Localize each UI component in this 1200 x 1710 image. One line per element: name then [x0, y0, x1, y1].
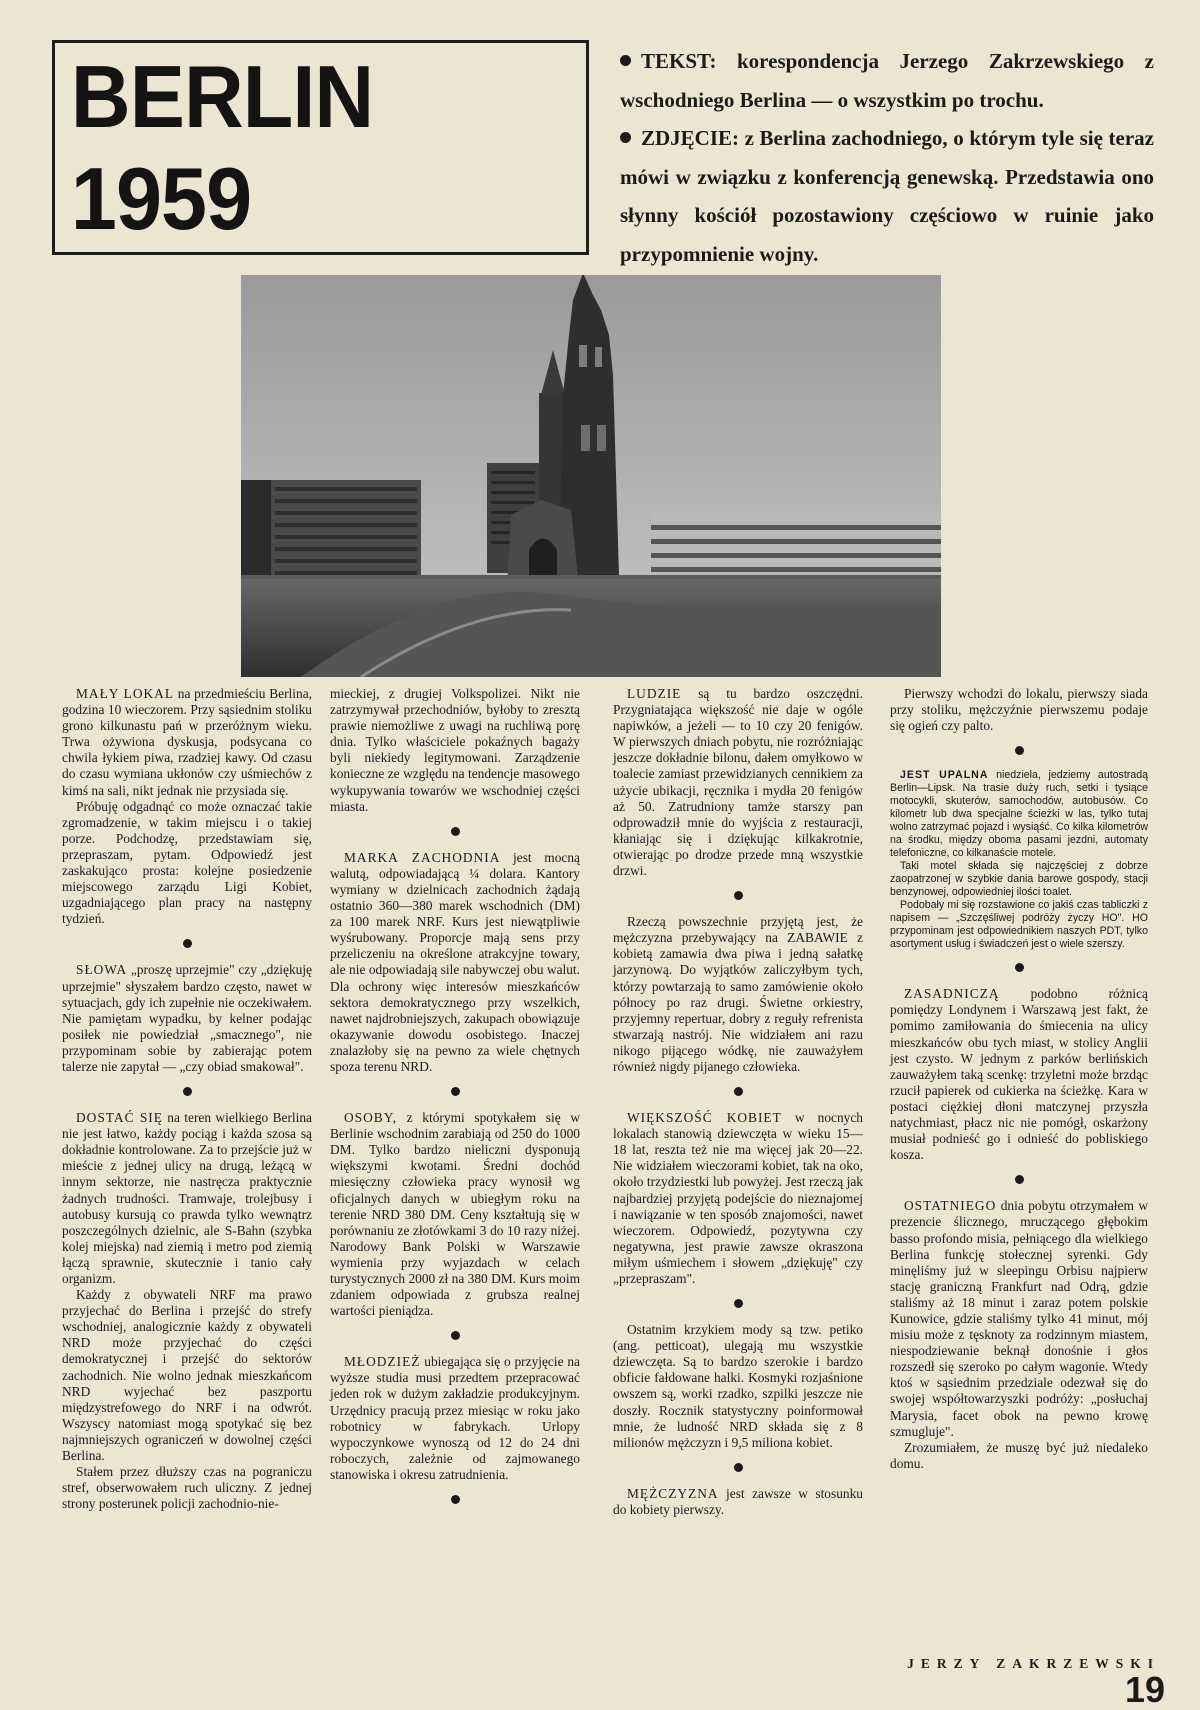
paragraph — [613, 1486, 863, 1518]
paragraph: Próbuję odgadnąć co może oznaczać takie zgromadzenie, w takim miejscu i o takiej porze. Podchodzę, przedstawiam się, przepraszam, pytam. Odpowiedź jest zaskakująco prosta: kolejne posiedzenie miejscowego zarządu Ligi Kobiet, uzgadniającego plan pracy na następny tydzień. — [62, 798, 312, 927]
paragraph — [613, 686, 863, 879]
section-dot-icon — [451, 827, 460, 836]
paragraph-text: dnia pobytu otrzymałem w prezencie ślicznego, mruczącego głębokim basso profondo misia, pełniącego dla wielkiego Berlina funkcję stołecznej syrenki. Gdy minęliśmy już w sleepingu Orbisu najpierw stację graniczną Frankfurt nad Odrą, gdzie staliśmy aż 18 minut i zaraz potem polskie Kunowice, gdzie staliśmy tylko 41 minut, mój misiu może z tęsknoty za rodzinnym miastem, niespodziewanie beknął donośnie i głos rozszedł się szeroko po całym wagonie. Wtedy ktoś w sąsiednim przedziale odezwał się do swojej współtowarzyszki podróży: „posłuchaj Marysia, facet obok na pewno krowę szmugluje". — [890, 1198, 1148, 1439]
paragraph: Podobały mi się rozstawione co jakiś czas tabliczki z napisem — „Szczęśliwej podróży życzy HO". HO przypominam jest odpowiednikiem naszych PDT, tylko asortyment usług i świadczeń jest o wiele szerszy. — [890, 899, 1148, 951]
paragraph-text: niedziela, jedziemy autostradą Berlin—Lipsk. Na trasie duży ruch, setki i tysiące motocykli, skuterów, samochodów, autobusów. Co kilometr lub dwa specjalne ścieżki w las, tylko tutaj wolno zatrzymać pojazd i wysiąść. Co kilka kilometrów na środku, między oboma pasami jezdni, automaty telefoniczne, co kilkanaście motele. — [890, 769, 1148, 860]
paragraph: Pierwszy wchodzi do lokalu, pierwszy siada przy stoliku, mężczyźnie pierwszemu podaje się ogień czy palto. — [890, 686, 1148, 734]
paragraph-text: są tu bardzo oszczędni. Przygniatająca większość nie daje w ogóle napiwków, a jeżeli — to 10 czy 20 fenigów. W pierwszych dniach pobytu, nie rozróżniając jeszcze dokładnie bilonu, dałem omyłkowo w toalecie zamiast przewidzianych cennikiem za użycie ubikacji, ręcznika i mydła 20 fenigów aż 50. Zatrudniony tamże starszy pan odprowadził mnie do wyjścia z restauracji, kłaniając się i dziękując kilkakrotnie, otwierając po drodze przede mną wszystkie drzwi. — [613, 686, 863, 879]
paragraph — [890, 769, 1148, 860]
lead-word: OSTATNIEGO — [904, 1198, 997, 1214]
paragraph-text: jest mocną walutą, odpowiadającą ¼ dolara. Kantory wymiany w dzielnicach zachodnich żądają ostatnio 360—380 marek wschodnich (DM) za 100 marek NRF. Kurs jest niewątpliwie wyśrubowany. Proporcje mają sens przy przeliczeniu na określone atrakcyjne towary, ale nie odpowiadają sile nabywczej obu walut. Dla ochrony więc interesów mieszkańców sektora demokratycznego przy wszelkich, nawet najdrobniejszych, zakupach obowiązuje okazywanie dowodu osobistego. Inaczej znalazłoby się na pewno za wiele chętnych spoza terenu NRD. — [330, 849, 580, 1074]
intro-text-credit — [620, 42, 1154, 119]
section-dot-icon — [734, 1463, 743, 1472]
paragraph — [62, 1110, 312, 1287]
section-dot-icon — [451, 1495, 460, 1504]
bullet-icon — [620, 132, 631, 143]
lead-word: JEST UPALNA — [900, 769, 989, 782]
paragraph-text: na przedmieściu Berlina, godzina 10 wieczorem. Przy sąsiednim stoliku grono kilkunastu pań w przeróżnym wieku. Trwa ożywiona dyskusja, podsycana co chwila łykiem piwa, rzadziej kawy. Od czasu do czasu wymiana ukłonów czy uśmiechów z kimś na sali, nikt jednak nie przysiada się. — [62, 686, 312, 798]
paragraph: Każdy z obywateli NRF ma prawo przyjechać do Berlina i przejść do strefy wschodniej, analogicznie każdy z obywateli NRD może przyjechać do części demokratycznej i przejść do sektorów zachodnich. Nie wolno jednak mieszkańcom NRD wyjechać bez paszportu międzystrefowego do NRF i na odwrót. Wszyscy natomiast mogą spotykać się bez najmniejszych ograniczeń w dowolnej części Berlina. — [62, 1287, 312, 1464]
paragraph: Stałem przez dłuższy czas na pograniczu stref, obserwowałem ruch uliczny. Z jednej strony posterunek policji zachodnio-nie- — [62, 1464, 312, 1512]
paragraph-text: ubiegająca się o przyjęcie na wyższe studia musi przedtem przepracować jeden rok w dużym zakładzie produkcyjnym. Urzędnicy pracują przez miesiąc w roku jako robotnicy w fabrykach. Urlopy wypoczynkowe wynoszą od 12 do 24 dni roboczych, zależnie od zajmowanego stanowiska i okresu zatrudnienia. — [330, 1354, 580, 1482]
lead-word: MARKA ZACHODNIA — [344, 849, 501, 865]
paragraph: Rzeczą powszechnie przyjętą jest, że mężczyzna przebywający na ZABAWIE z kobietą zamawia dwa piwa i jedną sałatkę jarzynową. Do wyjątków zaliczyłbym tych, którzy powtarzają to samo zamówienie około północy po raz drugi. Świetne orkiestry, przyjemny repertuar, dobry z reguły refrenista stwarzają nastrój. Nie widziałem ani razu nikogo pijącego wódkę, nie zauważyłem również nigdy pijanego człowieka. — [613, 914, 863, 1074]
paragraph-text: w nocnych lokalach stanowią dziewczęta w wieku 15—18 lat, reszta też nie ma więcej jak 20—22. Nie widziałem wieczorami kobiet, tak na oko, około trzydziestki lub powyżej. Jest rzeczą jak najbardziej przyjętą podejście do nieznajomej i nawiązanie w ten sposób znajomości, nawet wieczorem. Odpowiedź, pozytywna czy negatywna, jest prawie zawsze okraszona miłym uśmiechem i słowem „dziękuję" czy „przepraszam". — [613, 1110, 863, 1286]
page-number: 19 — [1124, 1669, 1165, 1710]
paragraph — [890, 1198, 1148, 1439]
paragraph: Zrozumiałem, że muszę być już niedaleko domu. — [890, 1439, 1148, 1471]
section-dot-icon — [1015, 963, 1024, 972]
paragraph — [330, 1354, 580, 1483]
section-dot-icon — [734, 891, 743, 900]
lead-word: MŁODZIEŻ — [344, 1354, 421, 1370]
paragraph: mieckiej, z drugiej Volkspolizei. Nikt nie zatrzymywał przechodniów, byłoby to zresztą prawie niemożliwe z uwagi na ruchliwą porę dnia. Tylko właściciele pokaźnych bagaży byli niekiedy legitymowani. Zarządzenie konieczne ze względu na tendencje masowego wykupywania towarów we wschodniej części miasta. — [330, 686, 580, 814]
photo-illustration — [241, 275, 941, 677]
title-box — [52, 40, 589, 255]
paragraph — [613, 1110, 863, 1287]
lead-word: DOSTAĆ SIĘ — [76, 1110, 163, 1126]
bullet-icon — [620, 55, 631, 66]
intro-block — [620, 42, 1154, 273]
section-dot-icon — [451, 1087, 460, 1096]
article-column-3 — [613, 686, 863, 1518]
lead-word: SŁOWA — [76, 962, 128, 978]
article-column-2 — [330, 686, 580, 1518]
paragraph — [330, 850, 580, 1075]
section-dot-icon — [734, 1299, 743, 1308]
lead-word: ZASADNICZĄ — [904, 986, 1000, 1002]
paragraph-text: „proszę uprzejmie" czy „dziękuję uprzejmie" słyszałem bardzo często, nawet w sytuacjach, gdy ich zupełnie nie oczekiwałem. Nie pamiętam wypadku, by kelner podając posiłek nie powiedział „smacznego", nie przypominam sobie by zabierając potem talerze nie zapytał — „czy obiad smakował". — [62, 962, 312, 1074]
intro-text-credit-text: TEKST: korespondencja Jerzego Zakrzewskiego z wschodniego Berlina — o wszystkim po trochu. — [620, 49, 1154, 112]
section-dot-icon — [734, 1087, 743, 1096]
paragraph — [330, 1110, 580, 1319]
paragraph-text: z którymi spotykałem się w Berlinie wschodnim zarabiają od 250 do 1000 DM. Tylko bardzo nieliczni dysponują większymi kwotami. Średni dochód miesięczny człowieka pracy wynosił wg oficjalnych danych w ubiegłym roku na terenie NRD 380 DM. Ceny kształtują się w porównaniu ze złotówkami 3 do 10 razy niżej. Narodowy Bank Polski w Warszawie wymienia przy wyjazdach w celach turystycznych 2000 zł na 380 DM. Kurs moim zdaniem odpowiada z grubsza realnej wartości pieniądza. — [330, 1110, 580, 1319]
lead-word: LUDZIE — [627, 686, 682, 701]
lead-word: MAŁY LOKAL — [76, 686, 175, 701]
lead-word: MĘŻCZYZNA — [627, 1485, 719, 1501]
article-column-1 — [62, 686, 312, 1512]
paragraph: Taki motel składa się najczęściej z dobrze zaopatrzonej w szybkie dania barowe gospody, stacji benzynowej, odpowiedniej ilości toalet. — [890, 860, 1148, 899]
paragraph: Ostatnim krzykiem mody są tzw. petiko (ang. petticoat), ulegają mu wszystkie dziewczęta. Są to bardzo szerokie i bardzo obficie fałdowane halki. Kosmyki rozjaśnione owszem są, worki rzadko, szpilki jeszcze nie doszły. Rocznik statystyczny poinformował mnie, że ludność NRD składa się z 8 milionów mężczyzn i 9,5 miliona kobiet. — [613, 1322, 863, 1450]
section-dot-icon — [451, 1331, 460, 1340]
author-signature: JERZY ZAKRZEWSKI — [907, 1656, 1160, 1671]
section-dot-icon — [183, 1087, 192, 1096]
paragraph — [62, 962, 312, 1075]
section-dot-icon — [1015, 1175, 1024, 1184]
intro-photo-credit — [620, 119, 1154, 273]
paragraph — [62, 686, 312, 799]
article-column-4 — [890, 686, 1148, 1472]
lead-word: OSOBY, — [344, 1110, 398, 1126]
page-title: BERLIN 1959 — [70, 46, 374, 248]
section-dot-icon — [1015, 746, 1024, 755]
intro-photo-credit-text: ZDJĘCIE: z Berlina zachodniego, o którym tyle się teraz mówi w związku z konferencją genewską. Przedstawia ono słynny kościół pozostawiony częściowo w ruinie jako przypomnienie wojny. — [620, 126, 1154, 266]
section-dot-icon — [183, 939, 192, 948]
paragraph — [890, 986, 1148, 1163]
paragraph-text: na teren wielkiego Berlina nie jest łatwo, każdy pociąg i każda szosa są dokładnie kontrolowane. Za to przejście już w mieście z jednej ulicy na drugą, leżącą w innym sektorze, nie nastręcza praktycznie żadnych trudności. Tramwaje, trolejbusy i autobusy kursują co prawda tylko wewnątrz poszczególnych dzielnic, ale S-Bahn (szybka kolej miejska) nad ziemią i metro pod ziemią łączą sprawnie, skutecznie i tanio cały organizm. — [62, 1110, 312, 1286]
paragraph-text: jest zawsze w stosunku do kobiety pierwszy. — [613, 1485, 863, 1517]
church-ruin-photo — [241, 275, 941, 677]
paragraph-text: podobno różnicą pomiędzy Londynem i Warszawą jest fakt, że pomimo zamiłowania do śmiecenia na ulicy mieszkańców obu tych miast, w stolicy Anglii jest czysto. W jednym z parków berlińskich zauważyłem taką scenkę: trzyletni może brzdąc rzucił papierek od cukierka na ścieżkę. Kara w postaci ciężkiej dłoni matczynej przyszła natychmiast, płacz nic nie pomógł, oskarżony musiał podnieść go i odnieść do pobliskiego kosza. — [890, 986, 1148, 1163]
lead-word: WIĘKSZOŚĆ KOBIET — [627, 1110, 782, 1126]
small-print-section — [890, 769, 1148, 951]
